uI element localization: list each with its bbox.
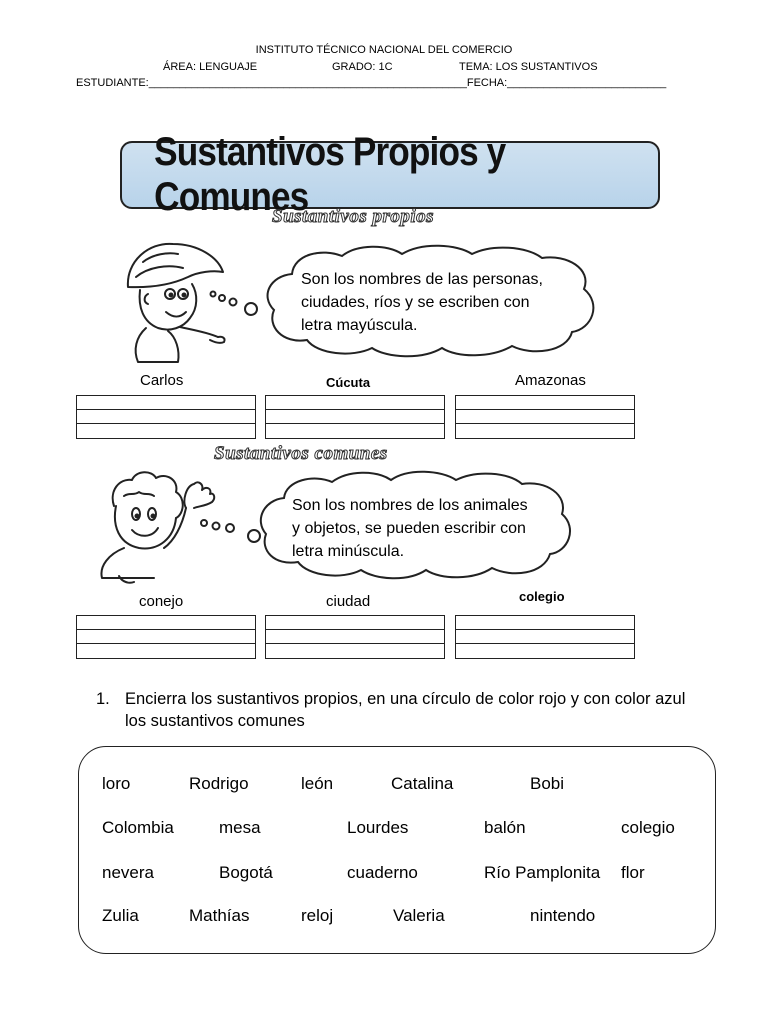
boy-cap-illustration <box>118 232 268 367</box>
title-banner <box>120 130 660 219</box>
institution-name: INSTITUTO TÉCNICO NACIONAL DEL COMERCIO <box>255 44 513 56</box>
word-item[interactable]: Lourdes <box>347 818 409 837</box>
writing-lines-4[interactable] <box>76 615 256 659</box>
page-title: Sustantivos Propios y Comunes <box>154 130 506 219</box>
instruction-text: Encierra los sustantivos propios, en una círculo de color rojo y con color azul los sustantivos comunes <box>125 690 686 730</box>
word-item[interactable]: nintendo <box>530 906 596 925</box>
comunes-heading: Sustantivos comunes <box>214 443 388 464</box>
propios-definition-line-1: Son los nombres de las personas, <box>301 271 543 288</box>
area-label: ÁREA: LENGUAJE <box>163 61 258 73</box>
word-item[interactable]: león <box>301 774 334 793</box>
word-item[interactable]: flor <box>621 863 645 882</box>
word-item[interactable]: Río Pamplonita <box>484 863 601 882</box>
comunes-definition-line-1: Son los nombres de los animales <box>292 497 528 514</box>
word-item[interactable]: nevera <box>102 863 154 882</box>
propios-definition-line-2: ciudades, ríos y se escriben con <box>301 294 530 311</box>
comunes-definition-line-3: letra minúscula. <box>292 543 405 560</box>
propios-definition-line-3: letra mayúscula. <box>301 317 418 334</box>
example-colegio: colegio <box>519 589 565 604</box>
word-item[interactable]: Catalina <box>391 774 454 793</box>
word-item[interactable]: Bobi <box>530 774 565 793</box>
comunes-definition-line-2: y objetos, se pueden escribir con <box>292 520 526 537</box>
word-item[interactable]: colegio <box>621 818 675 837</box>
student-line: ESTUDIANTE:____________________________________________________FECHA:__________________________ <box>76 77 667 89</box>
example-conejo: conejo <box>139 593 184 610</box>
propios-heading: Sustantivos propios <box>272 206 435 227</box>
word-item[interactable]: Mathías <box>189 906 250 925</box>
word-item[interactable]: Valeria <box>393 906 445 925</box>
word-item[interactable]: loro <box>102 774 131 793</box>
writing-lines-3[interactable] <box>455 395 635 439</box>
example-amazonas: Amazonas <box>515 372 586 389</box>
word-item[interactable]: Rodrigo <box>189 774 249 793</box>
word-item[interactable]: balón <box>484 818 526 837</box>
instruction-number: 1. <box>96 690 110 708</box>
word-item[interactable]: cuaderno <box>347 863 418 882</box>
example-carlos: Carlos <box>140 372 184 389</box>
word-item[interactable]: Zulia <box>102 906 139 925</box>
word-item[interactable]: Colombia <box>102 818 174 837</box>
writing-lines-6[interactable] <box>455 615 635 659</box>
example-cucuta: Cúcuta <box>326 375 371 390</box>
writing-lines-5[interactable] <box>265 615 445 659</box>
grado-label: GRADO: 1C <box>332 61 393 73</box>
writing-lines-1[interactable] <box>76 395 256 439</box>
example-ciudad: ciudad <box>326 593 371 610</box>
word-item[interactable]: Bogotá <box>219 863 273 882</box>
tema-label: TEMA: LOS SUSTANTIVOS <box>459 61 598 73</box>
word-item[interactable]: mesa <box>219 818 261 837</box>
word-item[interactable]: reloj <box>301 906 334 925</box>
writing-lines-2[interactable] <box>265 395 445 439</box>
boy-waving-illustration <box>94 466 264 590</box>
